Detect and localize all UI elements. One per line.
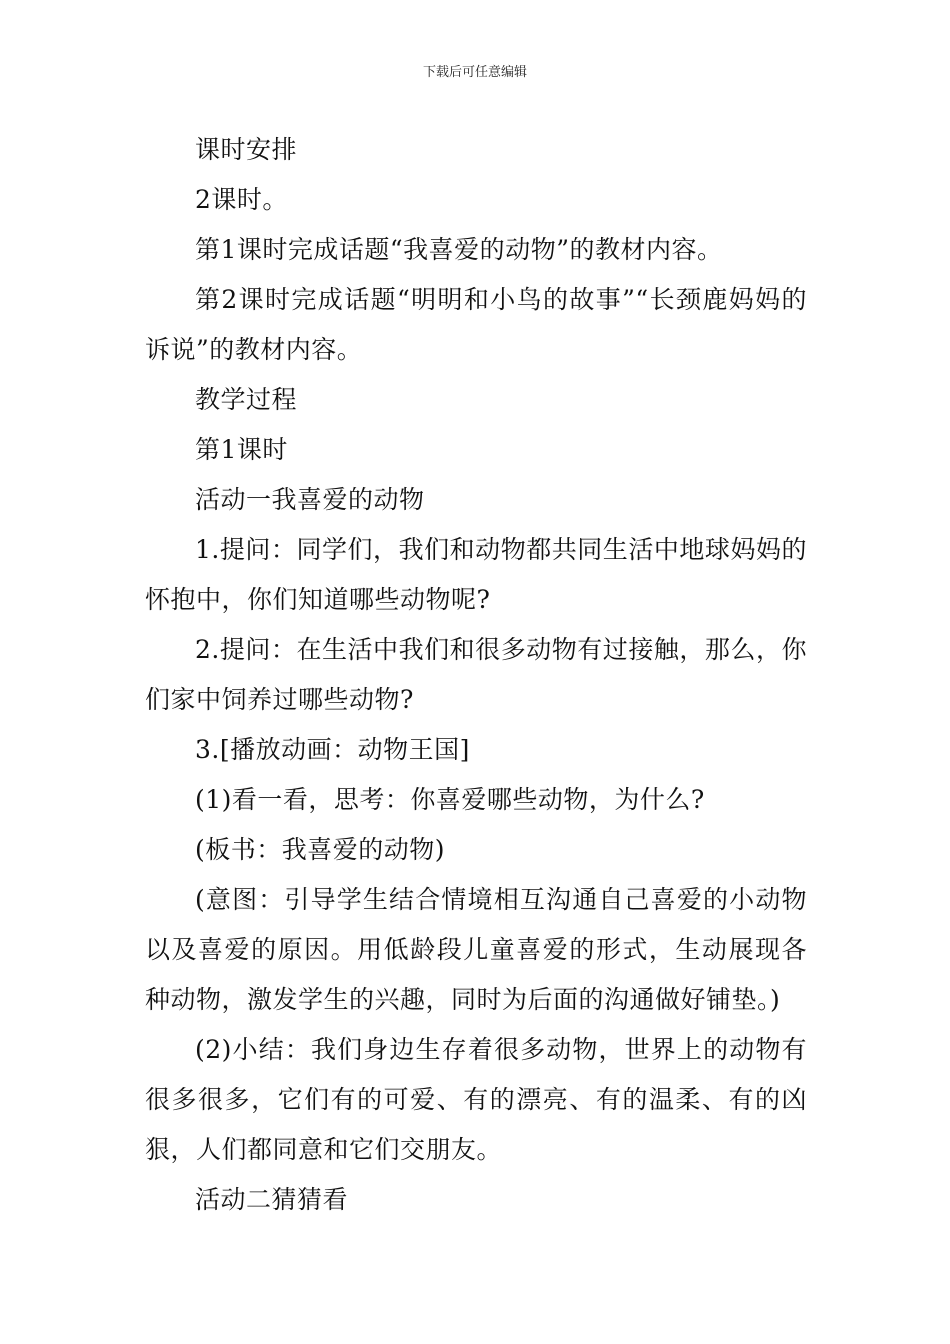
- paragraph-lesson-2: 第2课时完成话题“明明和小鸟的故事”“长颈鹿妈妈的诉说”的教材内容。: [145, 285, 807, 364]
- paragraph-think: (1)看一看，思考：你喜爱哪些动物，为什么?: [195, 785, 705, 814]
- activity-heading-1: 活动一我喜爱的动物: [195, 485, 425, 514]
- paragraph-animation: 3.[播放动画：动物王国]: [195, 735, 470, 764]
- section-heading-process: 教学过程: [195, 385, 298, 414]
- section-heading-schedule: 课时安排: [195, 135, 298, 164]
- paragraph-intent: (意图：引导学生结合情境相互沟通自己喜爱的小动物以及喜爱的原因。用低龄段儿童喜爱的形式，生动展现各种动物，激发学生的兴趣，同时为后面的沟通做好铺垫。): [145, 885, 807, 1014]
- paragraph-summary: (2)小结：我们身边生存着很多动物，世界上的动物有很多很多，它们有的可爱、有的漂亮、有的温柔、有的凶狠，人们都同意和它们交朋友。: [145, 1035, 807, 1164]
- document-body: [145, 125, 807, 1225]
- lesson-heading: 第1课时: [195, 435, 288, 464]
- paragraph-lesson-1: 第1课时完成话题“我喜爱的动物”的教材内容。: [195, 235, 723, 264]
- paragraph-board-note: (板书：我喜爱的动物): [195, 835, 446, 864]
- page-header: 下载后可任意编辑: [422, 65, 527, 80]
- paragraph-hours: 2课时。: [195, 185, 288, 214]
- paragraph-question-1: 1.提问：同学们，我们和动物都共同生活中地球妈妈的怀抱中，你们知道哪些动物呢?: [145, 535, 807, 614]
- paragraph-question-2: 2.提问：在生活中我们和很多动物有过接触，那么，你们家中饲养过哪些动物?: [145, 635, 807, 714]
- activity-heading-2: 活动二猜猜看: [195, 1185, 349, 1214]
